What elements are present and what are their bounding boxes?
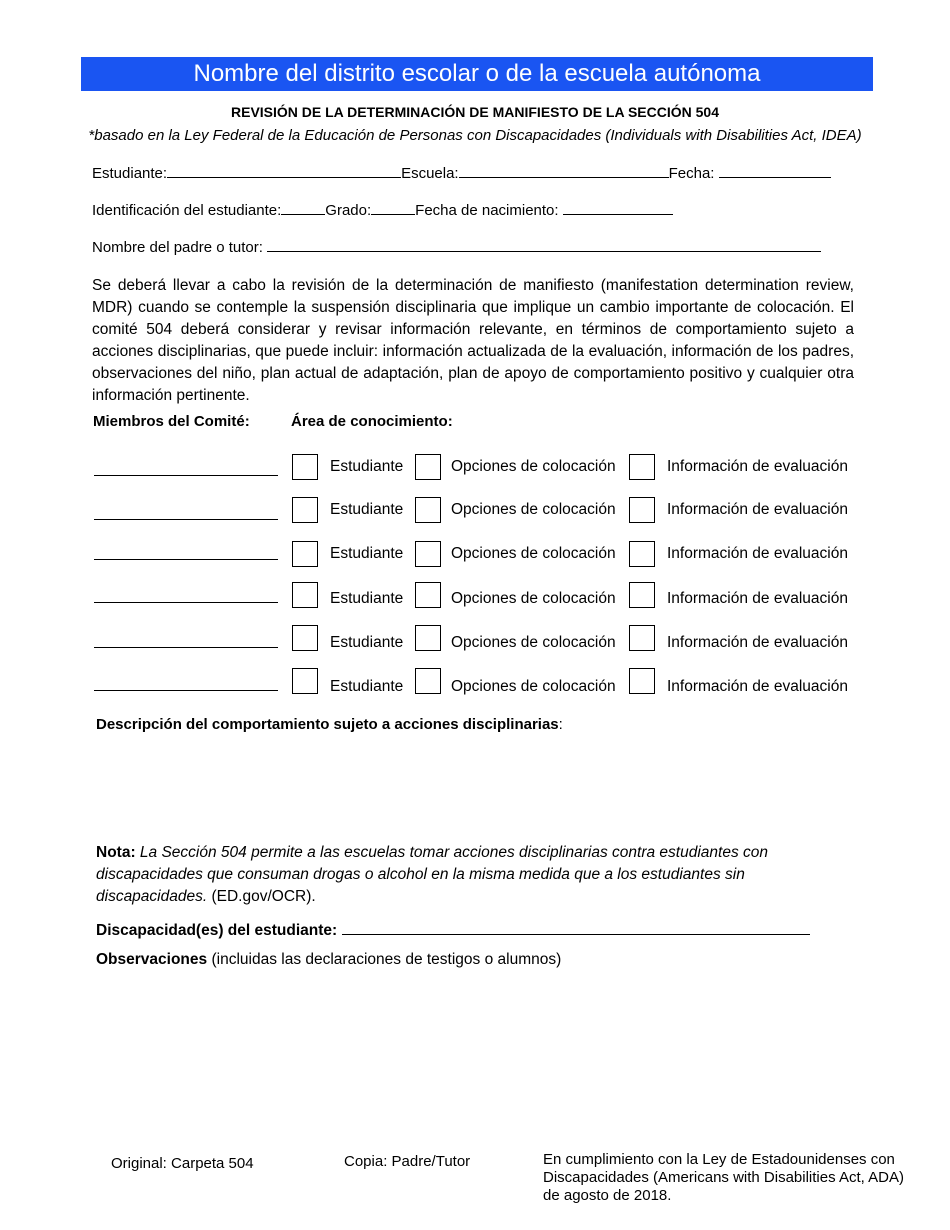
form-title: REVISIÓN DE LA DETERMINACIÓN DE MANIFIESTO DE LA SECCIÓN 504 <box>231 104 719 120</box>
placement-checkbox[interactable] <box>415 497 441 523</box>
intro-paragraph: Se deberá llevar a cabo la revisión de la determinación de manifiesto (manifestation determination review, MDR) cuando se contemple la suspensión disciplinaria que implique un cambio importante de colocación. El comité 504 deberá considerar y revisar información relevante, en términos de comportamiento sujeto a acciones disciplinarias, que puede incluir: información actualizada de la evaluación, información de los padres, observaciones del niño, plan actual de adaptación, plan de apoyo de comportamiento positivo y cualquier otra información pertinente. <box>92 277 854 404</box>
evaluation-checkbox[interactable] <box>629 541 655 567</box>
parent-row <box>92 237 821 256</box>
note-block <box>96 842 836 908</box>
placement-option-label: Opciones de colocación <box>451 634 616 651</box>
student-id-label: Identificación del estudiante: <box>92 202 282 219</box>
evaluation-checkbox[interactable] <box>629 454 655 480</box>
placement-checkbox[interactable] <box>415 582 441 608</box>
grade-label: Grado: <box>325 202 372 219</box>
date-label: Fecha: <box>668 165 715 182</box>
disability-field[interactable] <box>342 920 810 935</box>
evaluation-checkbox[interactable] <box>629 497 655 523</box>
student-option-label: Estudiante <box>330 545 404 562</box>
student-option-label: Estudiante <box>330 458 404 475</box>
member-name-line[interactable] <box>94 559 278 560</box>
grade-field[interactable] <box>371 200 415 215</box>
note-source: (ED.gov/OCR). <box>211 888 316 905</box>
evaluation-checkbox[interactable] <box>629 625 655 651</box>
student-label: Estudiante: <box>92 165 168 182</box>
evaluation-option-label: Información de evaluación <box>667 458 848 475</box>
member-name-line[interactable] <box>94 690 278 691</box>
student-checkbox[interactable] <box>292 541 318 567</box>
footer-copy: Copia: Padre/Tutor <box>344 1153 471 1170</box>
member-name-line[interactable] <box>94 519 278 520</box>
observations-label: Observaciones <box>96 951 208 968</box>
behavior-description-label <box>96 716 563 733</box>
student-checkbox[interactable] <box>292 497 318 523</box>
evaluation-option-label: Información de evaluación <box>667 501 848 518</box>
student-option-label: Estudiante <box>330 634 404 651</box>
member-name-line[interactable] <box>94 647 278 648</box>
member-name-line[interactable] <box>94 475 278 476</box>
placement-option-label: Opciones de colocación <box>451 501 616 518</box>
evaluation-checkbox[interactable] <box>629 582 655 608</box>
parent-field[interactable] <box>267 237 821 252</box>
student-option-label: Estudiante <box>330 590 404 607</box>
evaluation-option-label: Información de evaluación <box>667 545 848 562</box>
student-checkbox[interactable] <box>292 625 318 651</box>
area-heading: Área de conocimiento: <box>291 413 453 430</box>
members-heading: Miembros del Comité: <box>93 413 250 430</box>
student-option-label: Estudiante <box>330 501 404 518</box>
student-id-field[interactable] <box>281 200 325 215</box>
school-field[interactable] <box>459 163 669 178</box>
footer-original: Original: Carpeta 504 <box>111 1155 254 1172</box>
student-info-row <box>92 163 831 182</box>
student-checkbox[interactable] <box>292 454 318 480</box>
footer-compliance: En cumplimiento con la Ley de Estadounidenses con Discapacidades (Americans with Disabilities Act, ADA) de agosto de 2018. <box>543 1151 904 1204</box>
birth-date-field[interactable] <box>563 200 673 215</box>
disability-label: Discapacidad(es) del estudiante: <box>96 922 338 939</box>
note-text: La Sección 504 permite a las escuelas tomar acciones disciplinarias contra estudiantes con discapacidades que consuman drogas o alcohol en la misma medida que a los estudiantes sin discapacidades. <box>96 844 769 905</box>
placement-option-label: Opciones de colocación <box>451 458 616 475</box>
student-field[interactable] <box>167 163 401 178</box>
placement-checkbox[interactable] <box>415 668 441 694</box>
evaluation-option-label: Información de evaluación <box>667 590 848 607</box>
placement-checkbox[interactable] <box>415 454 441 480</box>
placement-checkbox[interactable] <box>415 541 441 567</box>
placement-checkbox[interactable] <box>415 625 441 651</box>
student-id-row <box>92 200 673 219</box>
placement-option-label: Opciones de colocación <box>451 678 616 695</box>
student-checkbox[interactable] <box>292 668 318 694</box>
placement-option-label: Opciones de colocación <box>451 545 616 562</box>
evaluation-option-label: Información de evaluación <box>667 634 848 651</box>
evaluation-option-label: Información de evaluación <box>667 678 848 695</box>
observations-detail: (incluidas las declaraciones de testigos o alumnos) <box>211 951 562 968</box>
district-banner: Nombre del distrito escolar o de la escuela autónoma <box>81 57 873 91</box>
note-label: Nota: <box>96 844 136 861</box>
form-subtitle: *basado en la Ley Federal de la Educación de Personas con Discapacidades (Individuals with Disabilities Act, IDEA) <box>88 127 862 144</box>
placement-option-label: Opciones de colocación <box>451 590 616 607</box>
school-label: Escuela: <box>401 165 459 182</box>
member-name-line[interactable] <box>94 602 278 603</box>
birth-date-label: Fecha de nacimiento: <box>415 202 559 219</box>
evaluation-checkbox[interactable] <box>629 668 655 694</box>
parent-label: Nombre del padre o tutor: <box>92 239 263 256</box>
student-option-label: Estudiante <box>330 678 404 695</box>
student-checkbox[interactable] <box>292 582 318 608</box>
behavior-description-heading: Descripción del comportamiento sujeto a acciones disciplinarias <box>96 716 559 733</box>
date-field[interactable] <box>719 163 831 178</box>
disability-row <box>96 920 810 940</box>
observations-row <box>96 951 561 969</box>
behavior-description-colon: : <box>558 716 563 733</box>
